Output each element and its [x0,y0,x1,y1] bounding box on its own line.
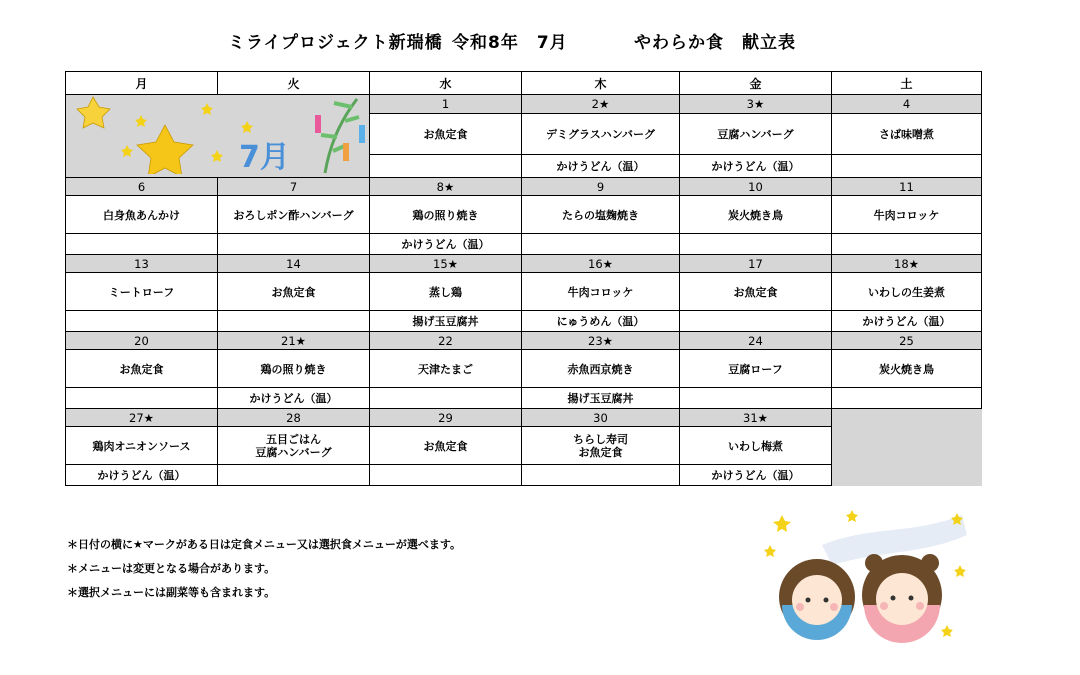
main-menu: 炭火焼き鳥 [832,350,982,388]
main-menu: 白身魚あんかけ [66,196,218,234]
note-item: ＊選択メニューには副菜等も含まれます。 [67,586,276,599]
notes [67,537,461,609]
day-number: 30 [522,409,680,427]
main-menu: ミートローフ [66,273,218,311]
day-number: 23★ [522,332,680,350]
day-number: 6 [66,178,218,196]
menu-calendar [65,71,982,486]
alt-menu [832,388,982,409]
menu-title [0,28,1080,53]
day-number: 3★ [680,95,832,114]
weekday-header: 金 [680,72,832,95]
day-number: 16★ [522,255,680,273]
main-menu: 鶏肉オニオンソース [66,427,218,465]
day-number: 27★ [66,409,218,427]
main-menu: お魚定食 [66,350,218,388]
alt-menu [218,234,370,255]
tanabata-banner-illustration [66,95,370,178]
day-number: 20 [66,332,218,350]
main-menu: 炭火焼き鳥 [680,196,832,234]
alt-menu [66,311,218,332]
main-menu: 五目ごはん 豆腐ハンバーグ [218,427,370,465]
alt-menu [832,234,982,255]
main-menu: 豆腐ローフ [680,350,832,388]
alt-menu: かけうどん（温） [522,155,680,178]
alt-menu [66,388,218,409]
day-number: 2★ [522,95,680,114]
main-menu: 鶏の照り焼き [370,196,522,234]
day-number: 9 [522,178,680,196]
alt-menu [680,311,832,332]
alt-menu: かけうどん（温） [680,155,832,178]
main-menu: 天津たまご [370,350,522,388]
main-menu: お魚定食 [370,427,522,465]
alt-menu [522,234,680,255]
day-number: 21★ [218,332,370,350]
main-menu: いわしの生姜煮 [832,273,982,311]
day-number: 14 [218,255,370,273]
main-menu: お魚定食 [370,114,522,155]
tanabata-dolls-illustration [762,505,972,655]
alt-menu [832,155,982,178]
empty-cell [832,409,982,486]
alt-menu: かけうどん（温） [832,311,982,332]
day-number: 18★ [832,255,982,273]
alt-menu [370,465,522,486]
main-menu: デミグラスハンバーグ [522,114,680,155]
main-menu: たらの塩麹焼き [522,196,680,234]
menu-period: 令和8年 7月 [452,33,568,53]
day-number: 22 [370,332,522,350]
day-number: 29 [370,409,522,427]
weekday-header: 月 [66,72,218,95]
weekday-header: 木 [522,72,680,95]
main-menu: 牛肉コロッケ [522,273,680,311]
alt-menu [680,388,832,409]
alt-menu [218,311,370,332]
note-item: ＊メニューは変更となる場合があります。 [67,562,276,575]
month-art-label: 7月 [238,140,290,174]
day-number: 8★ [370,178,522,196]
main-menu: 鶏の照り焼き [218,350,370,388]
main-menu: いわし梅煮 [680,427,832,465]
day-number: 1 [370,95,522,114]
weekday-header: 火 [218,72,370,95]
alt-menu [66,234,218,255]
main-menu: おろしポン酢ハンバーグ [218,196,370,234]
alt-menu: にゅうめん（温） [522,311,680,332]
day-number: 7 [218,178,370,196]
main-menu: 蒸し鶏 [370,273,522,311]
alt-menu [370,155,522,178]
alt-menu [218,465,370,486]
day-number: 31★ [680,409,832,427]
day-number: 25 [832,332,982,350]
alt-menu: かけうどん（温） [218,388,370,409]
main-menu: 赤魚西京焼き [522,350,680,388]
main-menu: ちらし寿司 お魚定食 [522,427,680,465]
main-menu: お魚定食 [680,273,832,311]
main-menu: さば味噌煮 [832,114,982,155]
alt-menu [680,234,832,255]
day-number: 11 [832,178,982,196]
day-number: 24 [680,332,832,350]
alt-menu: かけうどん（温） [66,465,218,486]
main-menu: 豆腐ハンバーグ [680,114,832,155]
day-number: 28 [218,409,370,427]
alt-menu: かけうどん（温） [680,465,832,486]
alt-menu [522,465,680,486]
day-number: 17 [680,255,832,273]
weekday-header: 水 [370,72,522,95]
weekday-header: 土 [832,72,982,95]
facility-name: ミライプロジェクト新瑞橋 [228,33,443,53]
note-item: ＊日付の横に★マークがある日は定食メニュー又は選択食メニューが選べます。 [67,538,461,551]
day-number: 15★ [370,255,522,273]
day-number: 4 [832,95,982,114]
day-number: 13 [66,255,218,273]
alt-menu: かけうどん（温） [370,234,522,255]
alt-menu: 揚げ玉豆腐丼 [370,311,522,332]
alt-menu [370,388,522,409]
day-number: 10 [680,178,832,196]
main-menu: お魚定食 [218,273,370,311]
menu-type: やわらか食 献立表 [634,33,796,53]
alt-menu: 揚げ玉豆腐丼 [522,388,680,409]
main-menu: 牛肉コロッケ [832,196,982,234]
